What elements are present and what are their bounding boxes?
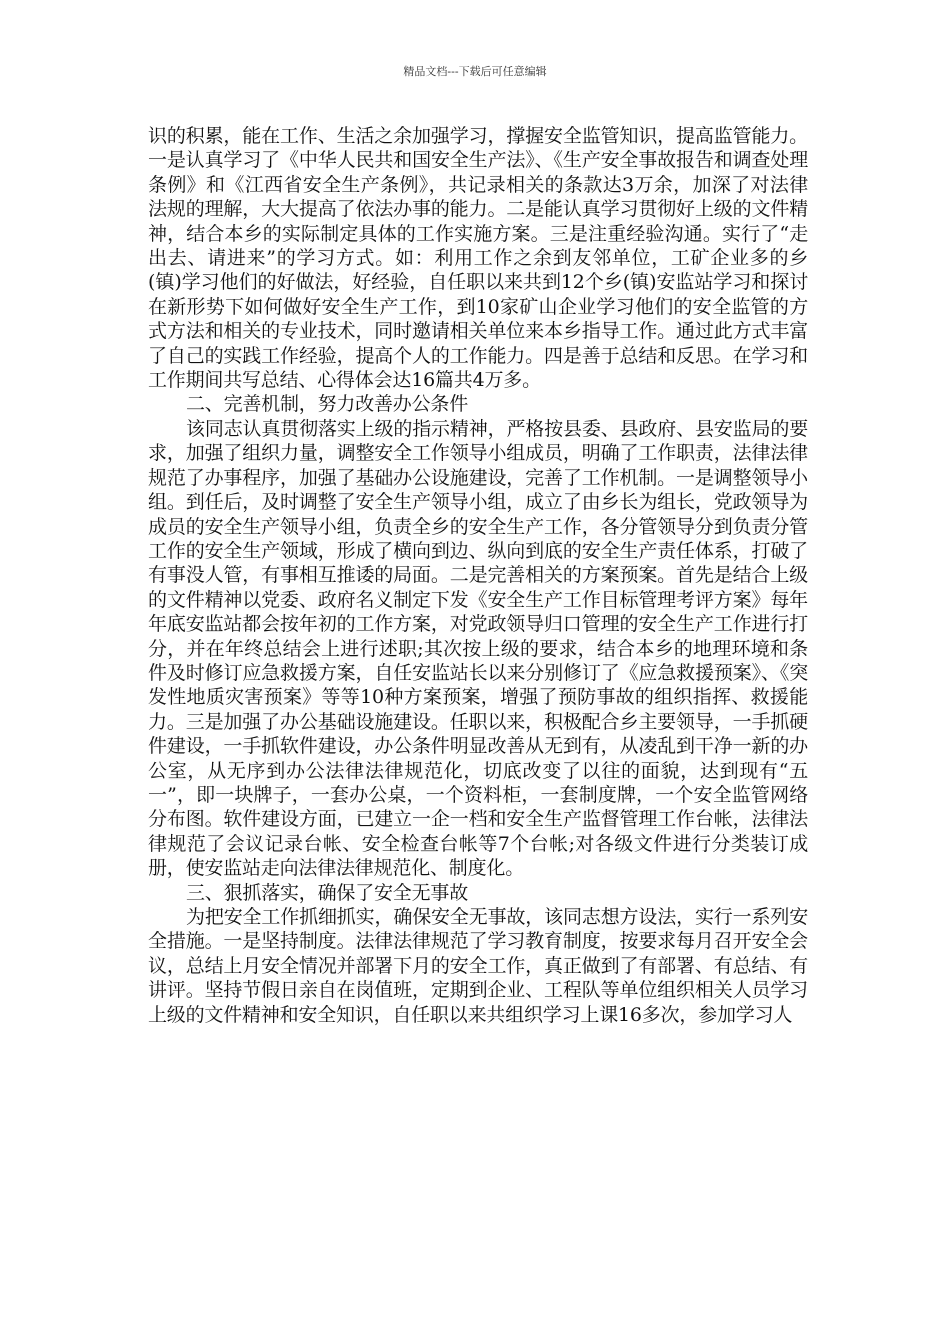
paragraph-continued: 识的积累，能在工作、生活之余加强学习，撑握安全监管知识，提高监管能力。一是认真学习了《中华人民共和国安全生产法》、《生产安全事故报告和调查处理条例》和《江西省安全生产条例》，共记录相关的条款达3万余，加深了对法律法规的理解，大大提高了依法办事的能力。二是能认真学习贯彻好上级的文件精神，结合本乡的实际制定具体的工作实施方案。三是注重经验沟通。实行了“走出去、请进来”的学习方式。如：利用工作之余到友邻单位，工矿企业多的乡(镇)学习他们的好做法，好经验，自任职以来共到12个乡(镇)安监站学习和探讨在新形势下如何做好安全生产工作，到10家矿山企业学习他们的安全监管的方式方法和相关的专业技术，同时邀请相关单位来本乡指导工作。通过此方式丰富了自己的实践工作经验，提高个人的工作能力。四是善于总结和反思。在学习和工作期间共写总结、心得体会达16篇共4万多。 — [148, 125, 808, 392]
paragraph-section-3: 为把安全工作抓细抓实，确保安全无事故，该同志想方设法，实行一系列安全措施。一是坚持制度。法律法律规范了学习教育制度，按要求每月召开安全会议，总结上月安全情况并部署下月的安全工作，真正做到了有部署、有总结、有讲评。坚持节假日亲自在岗值班，定期到企业、工程队等单位组织相关人员学习上级的文件精神和安全知识，自任职以来共组织学习上课16多次，参加学习人 — [148, 906, 808, 1026]
section-heading-3: 三、狠抓落实，确保了安全无事故 — [186, 881, 469, 904]
paragraph-section-2: 该同志认真贯彻落实上级的指示精神，严格按县委、县政府、县安监局的要求，加强了组织力量，调整安全工作领导小组成员，明确了工作职责，法律法律规范了办事程序，加强了基础办公设施建设，完善了工作机制。一是调整领导小组。到任后，及时调整了安全生产领导小组，成立了由乡长为组长，党政领导为成员的安全生产领导小组，负责全乡的安全生产工作，各分管领导分到负责分管工作的安全生产领域，形成了横向到边、纵向到底的安全生产责任体系，打破了有事没人管，有事相互推诿的局面。二是完善相关的方案预案。首先是结合上级的文件精神以党委、政府名义制定下发《安全生产工作目标管理考评方案》每年年底安监站都会按年初的工作方案，对党政领导归口管理的安全生产工作进行打分，并在年终总结会上进行述职;其次按上级的要求，结合本乡的地理环境和条件及时修订应急救援方案，自任安监站长以来分别修订了《应急救援预案》、《突发性地质灾害预案》等等10种方案预案，增强了预防事故的组织指挥、救援能力。三是加强了办公基础设施建设。任职以来，积极配合乡主要领导，一手抓硬件建设，一手抓软件建设，办公条件明显改善从无到有，从凌乱到干净一新的办公室，从无序到办公法律法律规范化，切底改变了以往的面貌，达到现有“五一”，即一块牌子，一套办公桌，一个资料柜，一套制度牌，一个安全监管网络分布图。软件建设方面，已建立一企一档和安全生产监督管理工作台帐，法律法律规范了会议记录台帐、安全检查台帐等7个台帐;对各级文件进行分类装订成册，使安监站走向法律法律规范化、制度化。 — [148, 417, 808, 880]
section-heading-2: 二、完善机制，努力改善办公条件 — [186, 393, 469, 416]
document-body — [148, 124, 808, 1027]
page-header: 精品文档---下载后可任意编辑 — [403, 65, 547, 78]
